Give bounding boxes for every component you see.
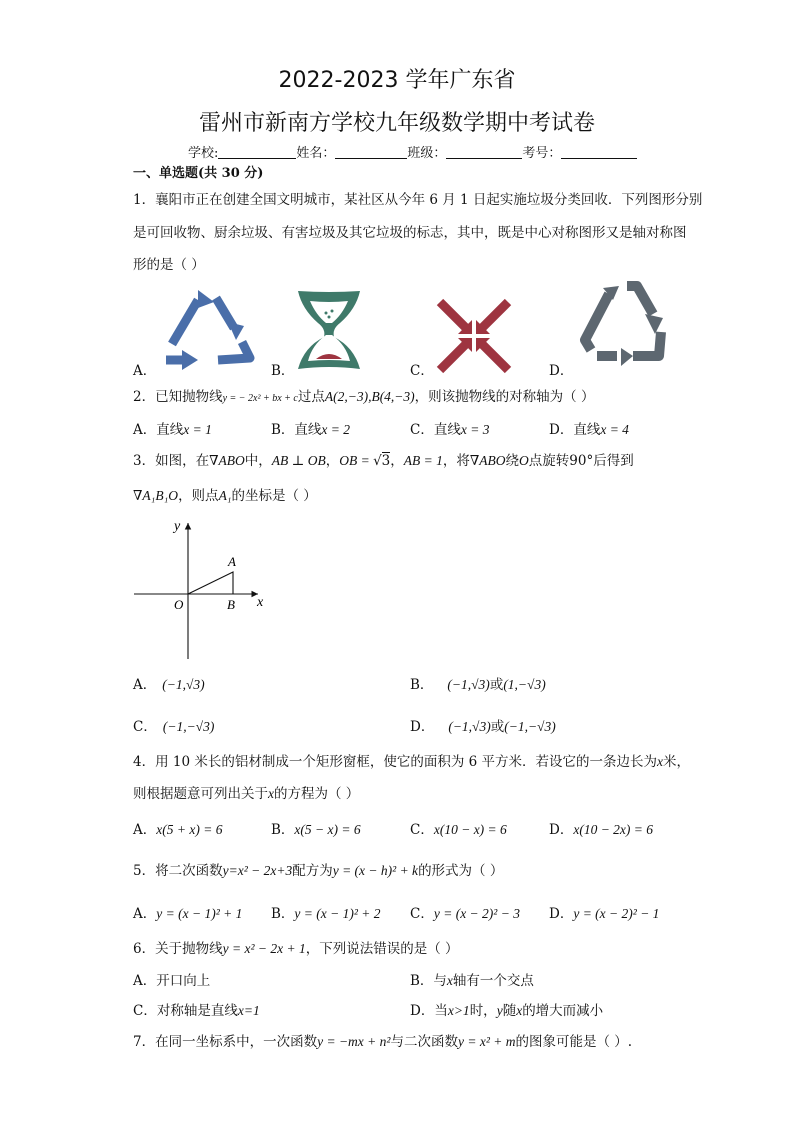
q3-triangle [188,572,233,594]
q3-p7: 点旋转 [528,453,570,469]
school-label: 学校: [188,146,219,161]
q2-formula: y = − 2x² + bx + c [222,393,298,404]
number-field[interactable] [561,145,637,159]
q2-option-a-expr: x = 1 [183,422,212,437]
q5-option-a-expr: y = (x − 1)² + 1 [156,906,243,921]
q3-option-d-expr-1: (−1,√3) [448,719,491,734]
q2-option-a[interactable] [133,421,212,439]
q3-option-a-expr: (−1,√3) [162,677,205,692]
q3-option-d-label: D． [410,719,435,735]
q1-line-3: 形的是（ ） [133,257,205,273]
q3-p8: 后得到 [593,453,634,469]
q4-option-d-label: D． [549,822,574,838]
q4-option-a-label: A． [133,822,157,838]
q3-option-b[interactable] [410,676,546,694]
title-line-1: 2022-2023 学年广东省 [278,68,516,93]
q4-option-d-expr: x(10 − 2x) = 6 [573,822,654,837]
q1-line-2: 是可回收物、厨余垃圾、有害垃圾及其它垃圾的标志，其中，既是中心对称图形又是轴对称图 [133,225,687,241]
q3-option-c-expr: (−1,−√3) [162,719,215,734]
q5-f: y=x² − 2x+3 [222,863,293,878]
q3-label-o: O [174,597,184,612]
q3-stem-line-2 [133,487,317,505]
q5-option-b[interactable] [271,905,381,923]
q3-option-b-or: 或 [489,677,504,693]
q5-option-c-expr: y = (x − 2)² − 3 [433,906,520,921]
q6-option-c[interactable] [133,1002,260,1020]
q4-option-a-expr: x(5 + x) = 6 [156,822,223,837]
q3-ab: AB = 1 [403,453,443,468]
other-waste-icon [575,280,669,374]
q7-f1: y = −mx + n² [317,1034,391,1049]
q3-label-y: y [174,519,181,534]
q2-option-c[interactable] [410,421,489,439]
q3-sqrt-sign: √ [373,453,382,469]
q5-option-a-label: A． [133,906,157,922]
q5-g: y = (x − h)² + k [332,863,419,878]
q2-option-a-label: A．直线 [133,422,184,438]
student-info-line [188,145,637,163]
q1-line-1: 1．襄阳市正在创建全国文明城市，某社区从今年 6 月 1 日起实施垃圾分类回收．下列图形分别 [133,192,703,208]
q6-option-c-1: C．对称轴是直线 [133,1003,238,1019]
q5-option-b-expr: y = (x − 1)² + 2 [294,906,381,921]
q3-label-a: A [228,554,236,569]
q6-option-d-x: x>1 [447,1003,470,1018]
q4-option-c-expr: x(10 − x) = 6 [433,822,507,837]
class-label: 班级： [407,146,447,161]
q4-option-a[interactable] [133,821,222,839]
q4-option-d[interactable] [549,821,653,839]
name-label: 姓名： [296,146,336,161]
q2-option-b-label: B．直线 [271,422,322,438]
q1-option-c[interactable]: C． [410,363,434,379]
q4-stem-line-2 [133,785,359,803]
q2-stem-a: 2．已知抛物线 [133,389,223,405]
q2-points: A(2,−3),B(4,−3) [324,389,415,404]
q4-option-b-expr: x(5 − x) = 6 [294,822,361,837]
q6-option-d[interactable] [410,1002,603,1020]
q3-label-x: x [257,595,264,610]
q5-a: 5．将二次函数 [133,863,223,879]
q6-option-d-y: y [496,1003,503,1018]
q4-line1b: 米， [663,754,691,770]
q2-option-d-expr: x = 4 [600,422,629,437]
number-label: 考号： [522,146,562,161]
q2-option-d[interactable] [549,421,629,439]
q3-option-c[interactable] [133,718,214,736]
q5-c: 的形式为（ ） [418,863,504,879]
q3-p4: ， [390,453,404,469]
q7-b: 与二次函数 [390,1034,458,1050]
q3-sqrt3: 3 [381,453,391,469]
q6-option-d-3: 随 [502,1003,517,1019]
q2-option-d-label: D．直线 [549,422,601,438]
q6-option-b-2: 轴有一个交点 [452,973,534,989]
name-field[interactable] [335,145,407,159]
q4-option-c[interactable] [410,821,507,839]
q3-t3: ∇A₁B₁O [133,488,179,503]
q5-option-a[interactable] [133,905,242,923]
q3-perp: AB ⊥ OB [271,453,326,468]
q3-p5: ，将 [442,453,470,469]
q3-p6: 绕 [505,453,520,469]
q2-option-b[interactable] [271,421,350,439]
q4-line2a: 则根据题意可列出关于 [133,786,268,802]
section-title: 一、单选题(共 30 分) [133,166,264,181]
q3-deg: 90° [569,453,594,469]
q3-option-d-or: 或 [490,719,505,735]
q1-option-a[interactable]: A． [133,363,157,379]
q6-option-d-x2: x [516,1003,523,1018]
q7-a: 7．在同一坐标系中，一次函数 [133,1034,318,1050]
q3-p10: 的坐标是（ ） [231,488,317,504]
q3-label-b: B [227,597,235,612]
q3-option-c-label: C． [133,719,157,735]
q2-option-c-expr: x = 3 [460,422,490,437]
q3-p3: ， [325,453,340,469]
q2-option-c-label: C．直线 [410,422,461,438]
q3-a1: A₁ [218,488,232,503]
q4-option-c-label: C． [410,822,434,838]
q4-x-2: x [268,786,274,801]
q6-f: y = x² − 2x + 1 [222,941,306,956]
q2-stem-c: ，则该抛物线的对称轴为（ ） [414,389,595,405]
q3-o: O [519,453,529,468]
q3-option-a[interactable] [133,676,205,694]
q6-option-d-2: 时， [469,1003,497,1019]
q5-option-d[interactable] [549,905,659,923]
q1-option-b[interactable]: B． [271,363,295,379]
class-field[interactable] [446,145,522,159]
q4-option-b-label: B． [271,822,295,838]
q3-option-d-expr-2: (−1,−√3) [504,719,556,734]
q2-stem [133,388,594,408]
title-line-2: 雷州市新南方学校九年级数学期中考试卷 [198,111,595,136]
q5-option-d-expr: y = (x − 2)² − 1 [573,906,660,921]
recyclable-icon [158,288,254,370]
q6-a: 6．关于抛物线 [133,941,223,957]
q6-option-c-x: x=1 [237,1003,260,1018]
q5-option-d-label: D． [549,906,574,922]
q4-option-b[interactable] [271,821,361,839]
q3-p2: 中， [244,453,272,469]
q3-option-a-label: A． [133,677,157,693]
q3-option-b-expr-2: (1,−√3) [503,677,546,692]
q6-option-b-x: x [446,973,453,988]
q6-b: ，下列说法错误的是（ ） [305,941,459,957]
q2-stem-b: 过点 [297,389,325,405]
q5-option-c[interactable] [410,905,520,923]
q3-t1: ∇ABO [209,453,245,468]
q3-stem-line-1 [133,452,634,470]
q7-f2: y = x² + m [457,1034,516,1049]
kitchen-waste-icon [296,289,362,371]
q4-stem-line-1 [133,753,690,771]
q4-line2b: 的方程为（ ） [274,786,360,802]
q5-b: 配方为 [292,863,333,879]
q1-option-d[interactable]: D． [549,363,574,379]
q3-p1: 3．如图，在 [133,453,210,469]
q6-option-d-4: 的增大而减小 [522,1003,604,1019]
q6-option-b-1: B．与 [410,973,447,989]
q5-stem [133,862,503,880]
q3-t2: ∇ABO [469,453,506,468]
q6-stem [133,940,459,958]
q2-option-b-expr: x = 2 [321,422,351,437]
q6-option-b[interactable] [410,972,534,990]
q7-stem [133,1033,632,1051]
q5-option-c-label: C． [410,906,434,922]
q3-ob: OB = [339,453,374,468]
q4-x: x [657,754,664,769]
q3-coordinate-figure [130,515,275,663]
q3-option-b-expr-1: (−1,√3) [447,677,490,692]
q7-c: 的图象可能是（ ）. [515,1034,633,1050]
q5-option-b-label: B． [271,906,295,922]
q4-line1a: 4．用 10 米长的铝材制成一个矩形窗框，使它的面积为 6 平方米．若设它的一条边长为 [133,754,658,770]
q3-option-d[interactable] [410,718,556,736]
q6-option-a[interactable]: A．开口向上 [133,973,211,989]
q3-p9: ，则点 [178,488,219,504]
hazardous-waste-icon [436,298,512,374]
q3-option-b-label: B． [410,677,434,693]
school-field[interactable] [218,145,296,159]
q6-option-d-1: D．当 [410,1003,448,1019]
